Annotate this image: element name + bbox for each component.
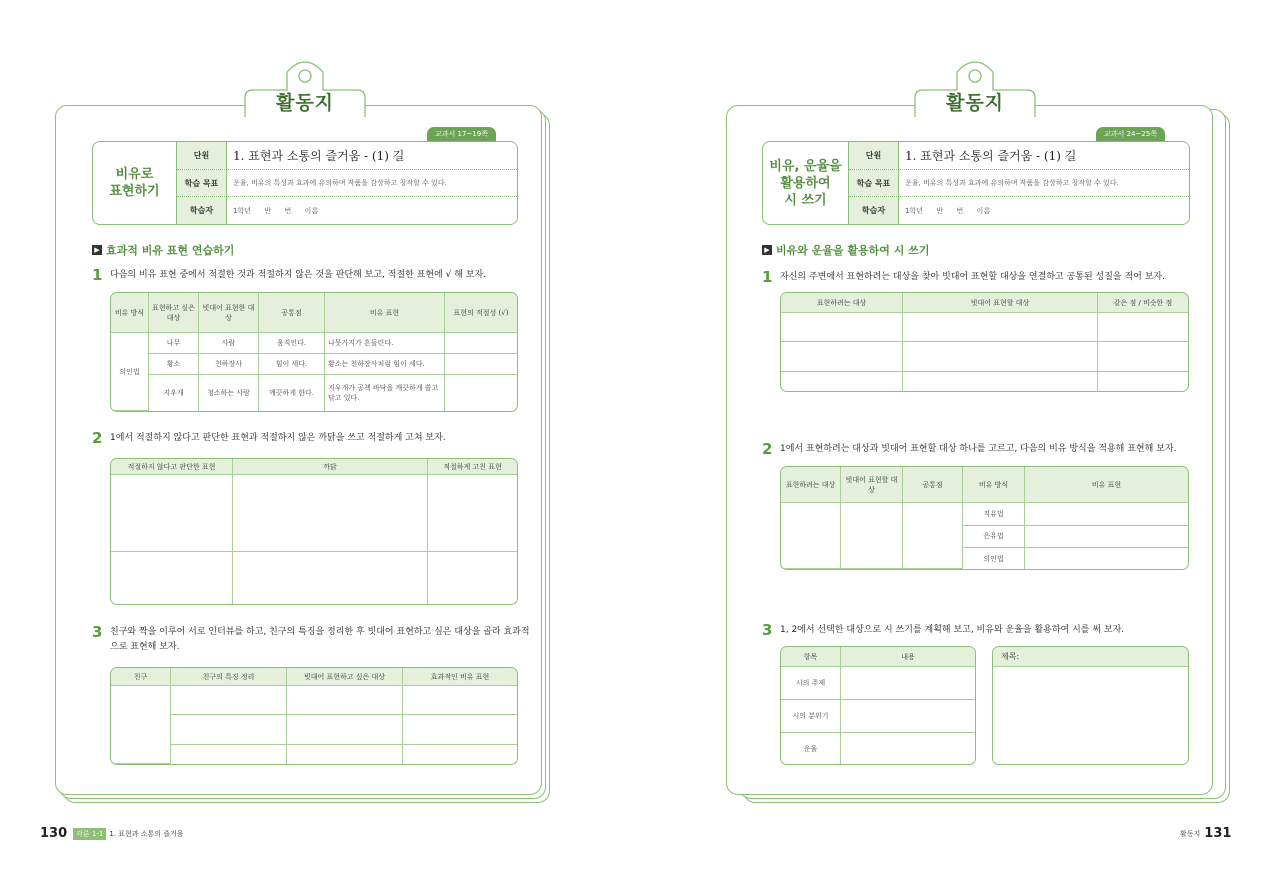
page-label: 활동지 bbox=[1180, 829, 1201, 838]
method-cell: 직유법 bbox=[963, 503, 1025, 526]
col-header: 공통점 bbox=[259, 293, 325, 333]
table-row bbox=[111, 552, 517, 604]
goal-label: 학습 목표 bbox=[177, 170, 227, 197]
col-header: 비유 표현 bbox=[1025, 467, 1188, 503]
col-header: 까닭 bbox=[233, 459, 428, 475]
method-cell: 은유법 bbox=[963, 526, 1025, 549]
table-row: 지우개 청소하는 사람 깨끗하게 한다. 지우개가 공책 바닥을 깨끗하게 쓸고 닦고 있다. bbox=[111, 375, 517, 411]
student-label: 학습자 bbox=[849, 197, 899, 224]
lesson-title: 비유로 표현하기 bbox=[93, 142, 177, 224]
left-page bbox=[40, 40, 560, 810]
col-header: 빗대어 표현할 대상 bbox=[903, 293, 1098, 313]
goal-label: 학습 목표 bbox=[849, 170, 899, 197]
col-header: 표현하려는 대상 bbox=[781, 467, 841, 503]
table-row bbox=[781, 342, 1188, 371]
section-heading: ▶ 효과적 비유 표현 연습하기 bbox=[92, 242, 234, 258]
check-cell[interactable] bbox=[445, 354, 517, 375]
poem-writing-box[interactable] bbox=[992, 646, 1189, 765]
simile-method-table bbox=[780, 466, 1189, 570]
col-header: 빗대어 표현하고 싶은 대상 bbox=[287, 668, 403, 686]
table-row bbox=[111, 715, 517, 744]
goal-value: 운율, 비유의 특성과 효과에 유의하며 작품을 감상하고 창작할 수 있다. bbox=[233, 179, 447, 187]
unit-value: 1. 표현과 소통의 즐거움 - (1) 길 bbox=[905, 148, 1077, 163]
table-row bbox=[111, 745, 517, 765]
student-value: 1학년 반 번 이름 bbox=[233, 206, 319, 215]
col-header: 표현하려는 대상 bbox=[781, 293, 903, 313]
col-header: 표현의 적절성 (√) bbox=[445, 293, 517, 333]
textbook-ref-badge: 교과서 17~19쪽 bbox=[427, 127, 496, 141]
col-header: 공통점 bbox=[903, 467, 963, 503]
question-1: 1 자신의 주변에서 표현하려는 대상을 찾아 빗대어 표현할 대상을 연결하고 공통된 성질을 적어 보자. bbox=[762, 268, 1165, 286]
clipboard-clip bbox=[243, 58, 367, 118]
poem-title-label: 제목: bbox=[993, 647, 1188, 667]
table-row bbox=[781, 372, 1188, 392]
table-row bbox=[781, 313, 1188, 342]
question-3: 3 친구와 짝을 이루어 서로 인터뷰를 하고, 친구의 특징을 정리한 후 빗대어 표현하고 싶은 대상을 골라 효과적으로 표현해 보자. bbox=[92, 623, 530, 652]
check-cell[interactable] bbox=[445, 375, 517, 411]
method-cell: 의인법 bbox=[111, 333, 149, 411]
table-row bbox=[111, 686, 517, 715]
table-row: 의인법 나무 사람 움직인다. 나뭇가지가 흔들린다. bbox=[111, 333, 517, 354]
method-cell: 의인법 bbox=[963, 548, 1025, 569]
worksheet-title: 활동지 bbox=[275, 92, 335, 114]
col-header: 같은 점 / 비슷한 점 bbox=[1098, 293, 1188, 313]
play-icon: ▶ bbox=[92, 245, 102, 255]
right-page bbox=[720, 40, 1240, 810]
section-heading: ▶ 비유와 운율을 활용하여 시 쓰기 bbox=[762, 242, 929, 258]
col-header: 친구의 특징 정리 bbox=[171, 668, 287, 686]
col-header: 빗대어 표현한 대상 bbox=[199, 293, 259, 333]
table-row: 시의 분위기 bbox=[781, 700, 975, 733]
col-header: 비유 방식 bbox=[111, 293, 149, 333]
left-page-footer bbox=[40, 826, 184, 841]
col-header: 효과적인 비유 표현 bbox=[403, 668, 517, 686]
col-header: 적절하게 고친 표현 bbox=[428, 459, 517, 475]
unit-value: 1. 표현과 소통의 즐거움 - (1) 길 bbox=[233, 148, 405, 163]
play-icon: ▶ bbox=[762, 245, 772, 255]
col-header: 표현하고 싶은 대상 bbox=[149, 293, 199, 333]
col-header: 비유 방식 bbox=[963, 467, 1025, 503]
simile-practice-table bbox=[110, 292, 518, 412]
lesson-info-box bbox=[92, 141, 518, 225]
target-connection-table bbox=[780, 292, 1189, 392]
table-row bbox=[111, 475, 517, 552]
col-header: 항목 bbox=[781, 647, 841, 667]
table-row: 시의 주제 bbox=[781, 667, 975, 700]
clipboard-clip bbox=[913, 58, 1037, 118]
chapter-tag: 각론 1-1 bbox=[73, 828, 106, 840]
right-page-footer bbox=[1180, 826, 1231, 841]
worksheet-title: 활동지 bbox=[945, 92, 1005, 114]
col-header: 내용 bbox=[841, 647, 975, 667]
question-2: 2 1에서 표현하려는 대상과 빗대어 표현할 대상 하나를 고르고, 다음의 비유 방식을 적용해 표현해 보자. bbox=[762, 440, 1177, 458]
poem-plan-table bbox=[780, 646, 976, 765]
lesson-info-box bbox=[762, 141, 1190, 225]
check-cell[interactable] bbox=[445, 333, 517, 354]
page-number: 131 bbox=[1204, 826, 1232, 841]
col-header: 친구 bbox=[111, 668, 171, 686]
question-3: 3 1, 2에서 선택한 대상으로 시 쓰기를 계획해 보고, 비유와 운율을 활용하여 시를 써 보자. bbox=[762, 621, 1125, 639]
goal-value: 운율, 비유의 특성과 효과에 유의하며 작품을 감상하고 창작할 수 있다. bbox=[905, 179, 1119, 187]
col-header: 적절하지 않다고 판단한 표현 bbox=[111, 459, 233, 475]
col-header: 빗대어 표현할 대상 bbox=[841, 467, 903, 503]
table-row: 황소 천하장사 힘이 세다. 황소는 천하장사처럼 힘이 세다. bbox=[111, 354, 517, 375]
correction-table bbox=[110, 458, 518, 605]
unit-label: 단원 bbox=[177, 142, 227, 169]
textbook-ref-badge: 교과서 24~25쪽 bbox=[1096, 127, 1165, 141]
unit-label: 단원 bbox=[849, 142, 899, 169]
table-row bbox=[781, 503, 1188, 526]
lesson-title: 비유, 운율을 활용하여 시 쓰기 bbox=[763, 142, 849, 224]
question-1: 1 다음의 비유 표현 중에서 적절한 것과 적절하지 않은 것을 판단해 보고, 적절한 표현에 √ 해 보자. bbox=[92, 266, 487, 284]
interview-table bbox=[110, 667, 518, 765]
question-2: 2 1에서 적절하지 않다고 판단한 표현과 적절하지 않은 까닭을 쓰고 적절하게 고쳐 보자. bbox=[92, 429, 446, 447]
student-label: 학습자 bbox=[177, 197, 227, 224]
page-number: 130 bbox=[40, 826, 68, 841]
col-header: 비유 표현 bbox=[325, 293, 445, 333]
chapter-title: 1. 표현과 소통의 즐거움 bbox=[109, 829, 184, 838]
student-value: 1학년 반 번 이름 bbox=[905, 206, 991, 215]
table-row: 운율 bbox=[781, 733, 975, 764]
